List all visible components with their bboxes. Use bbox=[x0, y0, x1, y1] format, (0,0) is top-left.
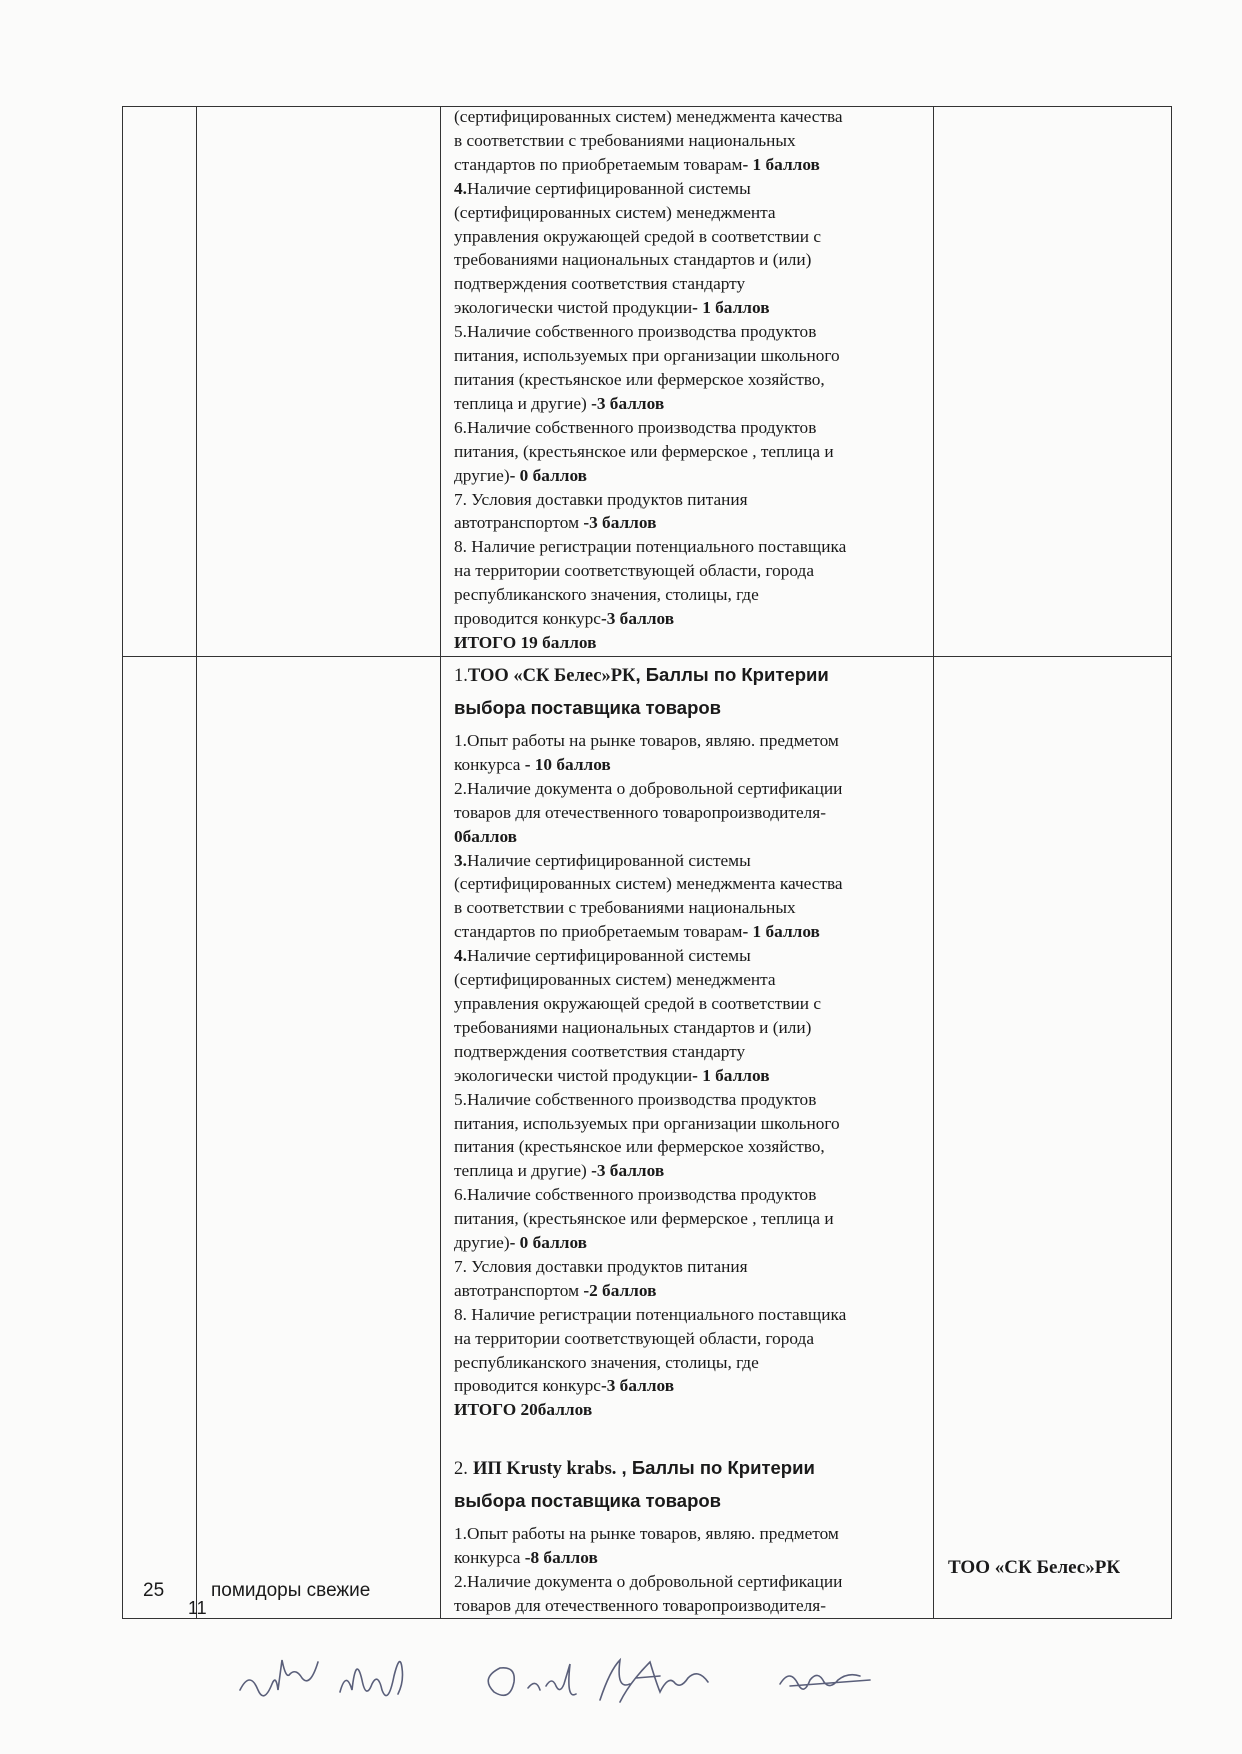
table-row bbox=[123, 107, 1172, 657]
criteria-line: на территории соответствующей области, города bbox=[454, 1328, 815, 1348]
criteria-line: (сертифицированных систем) менеджмента bbox=[454, 202, 776, 222]
criteria-line: 1.Опыт работы на рынке товаров, являю. предметом bbox=[454, 731, 839, 750]
criteria-line: другие)- 0 баллов bbox=[454, 465, 588, 485]
winner-cell bbox=[934, 107, 1172, 657]
criteria-line: на территории соответствующей области, города bbox=[454, 561, 815, 581]
criteria-text-previous bbox=[441, 105, 933, 655]
criteria-line: 8. Наличие регистрации потенциального поставщика bbox=[454, 537, 847, 557]
criteria-line: (сертифицированных систем) менеджмента качества bbox=[454, 874, 843, 894]
criteria-line: ИТОГО 19 баллов bbox=[454, 632, 597, 652]
signature-4 bbox=[600, 1660, 708, 1702]
criteria-line: проводится конкурс-3 баллов bbox=[454, 1376, 675, 1396]
signature-5 bbox=[780, 1675, 870, 1689]
criteria-line: 7. Условия доставки продуктов питания bbox=[454, 489, 748, 509]
row-number: 25 bbox=[143, 1580, 165, 1601]
supplier-name: ИП Krusty krabs. bbox=[473, 1459, 617, 1480]
criteria-cell bbox=[441, 107, 934, 657]
criteria-line: конкурса - 10 баллов bbox=[454, 754, 611, 774]
evaluation-table bbox=[122, 106, 1172, 1619]
criteria-line: 8. Наличие регистрации потенциального поставщика bbox=[454, 1304, 847, 1324]
criteria-line: теплица и другие) -3 баллов bbox=[454, 1161, 665, 1181]
criteria-line: питания, (крестьянское или фермерское , теплица и bbox=[454, 1209, 834, 1229]
criteria-line: 1.Опыт работы на рынке товаров, являю. предметом bbox=[454, 1524, 839, 1544]
criteria-line: 2.Наличие документа о добровольной сертификации bbox=[454, 778, 843, 798]
criteria-line: питания, (крестьянское или фермерское , теплица и bbox=[454, 441, 834, 461]
criteria-line: 2.Наличие документа о добровольной сертификации bbox=[454, 1572, 843, 1592]
criteria-line: конкурса -8 баллов bbox=[454, 1548, 598, 1568]
criteria-line: ИТОГО 20баллов bbox=[454, 1400, 593, 1420]
table-row bbox=[123, 657, 1172, 1619]
criteria-line: республиканского значения, столицы, где bbox=[454, 1352, 759, 1372]
criteria-line: стандартов по приобретаемым товарам- 1 баллов bbox=[454, 922, 820, 942]
signature-1 bbox=[240, 1660, 318, 1696]
item-cell bbox=[197, 657, 441, 1619]
criteria-line: 4.Наличие сертифицированной системы bbox=[454, 178, 751, 198]
criteria-line: экологически чистой продукции- 1 баллов bbox=[454, 1065, 770, 1085]
criteria-line: стандартов по приобретаемым товарам- 1 баллов bbox=[454, 154, 820, 174]
criteria-line: товаров для отечественного товаропроизводителя- bbox=[454, 802, 826, 822]
criteria-line: управления окружающей средой в соответствии с bbox=[454, 993, 821, 1013]
item-name: помидоры свежие bbox=[211, 1580, 371, 1601]
criteria-line: управления окружающей средой в соответствии с bbox=[454, 226, 821, 246]
criteria-line: (сертифицированных систем) менеджмента качества bbox=[454, 107, 843, 126]
criteria-line: другие)- 0 баллов bbox=[454, 1233, 588, 1253]
criteria-line: автотранспортом -3 баллов bbox=[454, 513, 657, 533]
criteria-line: 3.Наличие сертифицированной системы bbox=[454, 850, 751, 870]
criteria-line: 0баллов bbox=[454, 826, 518, 846]
signature-2 bbox=[340, 1662, 403, 1696]
winner-name: ТОО «СК Белес»РК bbox=[948, 1557, 1121, 1578]
criteria-line: подтверждения соответствия стандарту bbox=[454, 274, 746, 294]
number-cell bbox=[123, 657, 197, 1619]
criteria-line: 6.Наличие собственного производства продуктов bbox=[454, 417, 817, 437]
criteria-line: республиканского значения, столицы, где bbox=[454, 585, 759, 605]
criteria-line: проводится конкурс-3 баллов bbox=[454, 609, 675, 629]
criteria-line: экологически чистой продукции- 1 баллов bbox=[454, 298, 770, 318]
criteria-line: питания, используемых при организации школьного bbox=[454, 346, 840, 366]
signature-3 bbox=[488, 1664, 576, 1695]
item-cell bbox=[197, 107, 441, 657]
criteria-line: автотранспортом -2 баллов bbox=[454, 1280, 657, 1300]
supplier-heading-2: 2. ИП Krusty krabs. , Баллы по Критерии выбора поставщика товаров bbox=[454, 1457, 815, 1512]
supplier-name: ТОО «СК Белес»РК bbox=[467, 666, 636, 686]
criteria-line: 5.Наличие собственного производства продуктов bbox=[454, 322, 817, 342]
criteria-cell bbox=[441, 657, 934, 1619]
criteria-line: в соответствии с требованиями национальных bbox=[454, 898, 796, 918]
page-number: 11 bbox=[188, 1598, 207, 1618]
criteria-line: требованиями национальных стандартов и (или) bbox=[454, 1017, 812, 1037]
criteria-line: 6.Наличие собственного производства продуктов bbox=[454, 1185, 817, 1205]
supplier-criteria-1 bbox=[441, 729, 933, 1422]
criteria-line: товаров для отечественного товаропроизводителя- bbox=[454, 1596, 826, 1615]
criteria-line: теплица и другие) -3 баллов bbox=[454, 393, 665, 413]
criteria-line: в соответствии с требованиями национальных bbox=[454, 130, 796, 150]
criteria-line: 4.Наличие сертифицированной системы bbox=[454, 946, 751, 966]
supplier-heading-1: 1.ТОО «СК Белес»РК, Баллы по Критерии выбора поставщика товаров bbox=[454, 664, 829, 718]
supplier-criteria-2 bbox=[441, 1522, 933, 1618]
criteria-line: питания, используемых при организации школьного bbox=[454, 1113, 840, 1133]
criteria-line: 5.Наличие собственного производства продуктов bbox=[454, 1089, 817, 1109]
criteria-line: питания (крестьянское или фермерское хозяйство, bbox=[454, 369, 825, 389]
criteria-line: требованиями национальных стандартов и (или) bbox=[454, 250, 812, 270]
signatures bbox=[220, 1640, 980, 1730]
winner-cell bbox=[934, 657, 1172, 1619]
criteria-line: питания (крестьянское или фермерское хозяйство, bbox=[454, 1137, 825, 1157]
criteria-line: подтверждения соответствия стандарту bbox=[454, 1041, 746, 1061]
criteria-line: (сертифицированных систем) менеджмента bbox=[454, 970, 776, 990]
criteria-line: 7. Условия доставки продуктов питания bbox=[454, 1256, 748, 1276]
number-cell bbox=[123, 107, 197, 657]
